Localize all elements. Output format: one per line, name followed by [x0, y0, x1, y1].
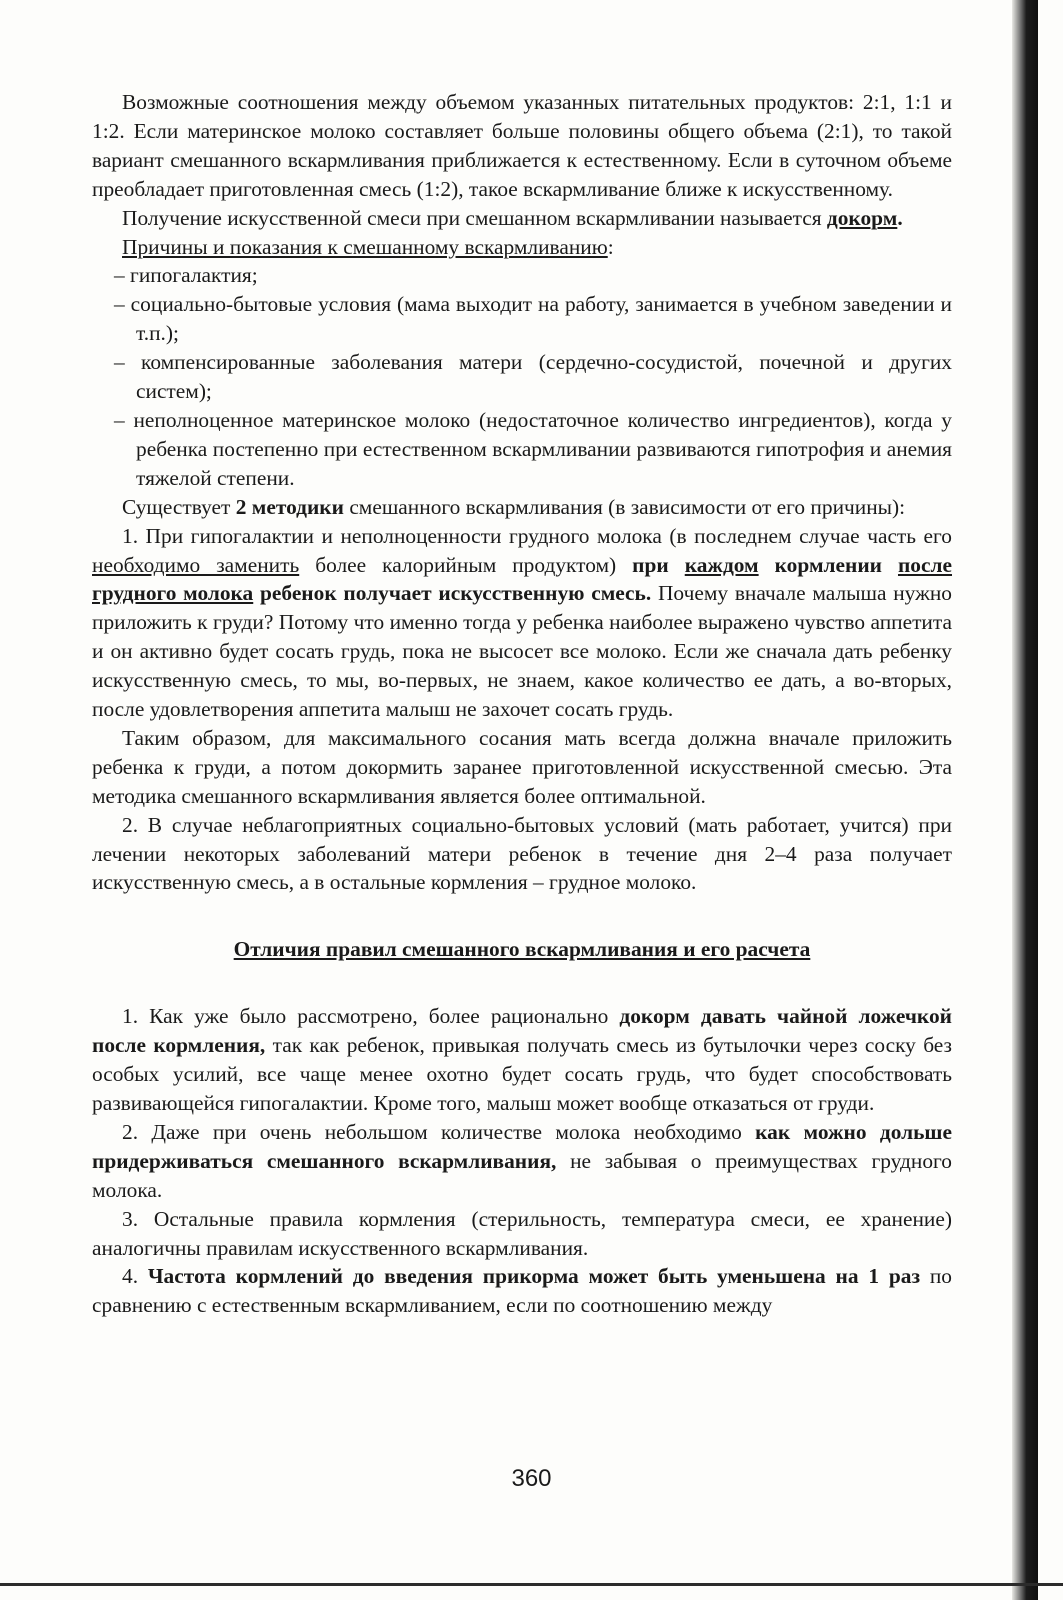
methods-text-c: смешанного вскармливания (в зависимости от его причины):: [343, 494, 906, 519]
paragraph-dokorm: [92, 204, 952, 233]
reasons-heading: Причины и показания к смешанному вскармливанию: [122, 234, 608, 259]
page-number: 360: [511, 1465, 552, 1492]
rule-2-a: 2. Даже при очень небольшом количестве молока необходимо: [122, 1119, 756, 1144]
list-item: – гипогалактия;: [114, 263, 258, 288]
page-body: [92, 88, 952, 1320]
m1-each: каждом: [684, 552, 759, 577]
rule-1-a: 1. Как уже было рассмотрено, более рационально: [122, 1004, 620, 1029]
scan-bottom-line: [0, 1583, 1063, 1586]
scan-edge-shadow: [1012, 0, 1038, 1600]
m1-text-c: более калорийным продуктом): [299, 552, 633, 577]
paragraph-ratios: Возможные соотношения между объемом указанных питательных продуктов: 2:1, 1:1 и 1:2. Если материнское молоко составляет больше половины общего объема (2:1), то такой вариант смешанного вскармливания приближается к естественному. Если в суточном объеме преобладает приготовленная смесь (1:2), такое вскармливание ближе к искусственному.: [92, 90, 952, 201]
paragraph-method-2: 2. В случае неблагоприятных социально-бытовых условий (мать работает, учится) при лечении некоторых заболеваний матери ребенок в течение дня 2–4 раза получает искусственную смесь, а в остальные кормления – грудное молоко.: [92, 812, 952, 895]
list-item: – неполноценное материнское молоко (недостаточное количество ингредиентов), когда у ребенка постепенно при естественном вскармливании развиваются гипотрофия и анемия тяжелой степени.: [114, 407, 952, 490]
rule-4-c: по сравнению с естественным вскармливанием, если по соотношению между: [92, 1264, 953, 1318]
m1-pri: при: [632, 552, 685, 577]
reasons-heading-line: [92, 233, 952, 262]
m1-text-a: 1. При гипогалактии и неполноценности грудного молока (в последнем случае часть его: [122, 523, 952, 548]
reasons-list: [92, 261, 952, 492]
dokorm-period: .: [897, 205, 903, 230]
list-item: – социально-бытовые условия (мама выходит на работу, занимается в учебном заведении и т.п.);: [114, 292, 952, 346]
rule-1-c: так как ребенок, привыкая получать смесь из бутылочки через соску без особых усилий, все чаще менее охотно будет сосать грудь, что будет способствовать развивающейся гипогалактии. Кроме того, малыш может вообще отказаться от груди.: [92, 1033, 952, 1115]
rule-4-bold: Частота кормлений до введения прикорма может быть уменьшена на 1 раз: [147, 1264, 921, 1289]
rule-2-c: не забывая о преимуществах грудного молока.: [92, 1148, 952, 1202]
rule-4: [92, 1262, 952, 1320]
paragraph-thus: Таким образом, для максимального сосания мать всегда должна вначале приложить ребенка к груди, а потом докормить заранее приготовленной искусственной смесью. Эта методика смешанного вскармливания является более оптимальной.: [92, 725, 952, 808]
list-item: – компенсированные заболевания матери (сердечно-сосудистой, почечной и других систем);: [114, 350, 952, 404]
rule-3: 3. Остальные правила кормления (стерильность, температура смеси, ее хранение) аналогичны правилам искусственного вскармливания.: [92, 1206, 952, 1260]
dokorm-text: Получение искусственной смеси при смешанном вскармливании называется: [122, 205, 827, 230]
rule-2-bold: как можно дольше придерживаться смешанного вскармливания,: [92, 1119, 952, 1173]
m1-gets-formula: ребенок получает искусственную смесь.: [253, 581, 652, 606]
paragraph-methods: [92, 493, 952, 522]
rule-1: [92, 1002, 952, 1118]
m1-after-milk: после грудного молока: [92, 552, 952, 606]
m1-replace: необходимо заменить: [92, 552, 300, 577]
rule-2: [92, 1118, 952, 1205]
rule-4-a: 4.: [122, 1264, 148, 1289]
methods-count: 2 методики: [235, 494, 344, 519]
reasons-colon: :: [607, 234, 614, 259]
paragraph-method-1: [92, 522, 952, 724]
methods-text-a: Существует: [122, 494, 236, 519]
dokorm-term: докорм: [826, 205, 898, 230]
m1-explanation: Почему вначале малыша нужно приложить к груди? Потому что именно тогда у ребенка наиболее выражено чувство аппетита и он активно будет сосать грудь, пока не высосет все молоко. Если же сначала дать ребенку искусственную смесь, то мы, во-первых, не знаем, какое количество ее дать, а во-вторых, после удовлетворения аппетита малыш не захочет сосать грудь.: [92, 581, 952, 722]
rule-1-bold: докорм давать чайной ложечкой после кормления,: [92, 1004, 952, 1058]
section-heading: Отличия правил смешанного вскармливания и его расчета: [233, 937, 811, 962]
m1-feeding: кормлении: [758, 552, 898, 577]
